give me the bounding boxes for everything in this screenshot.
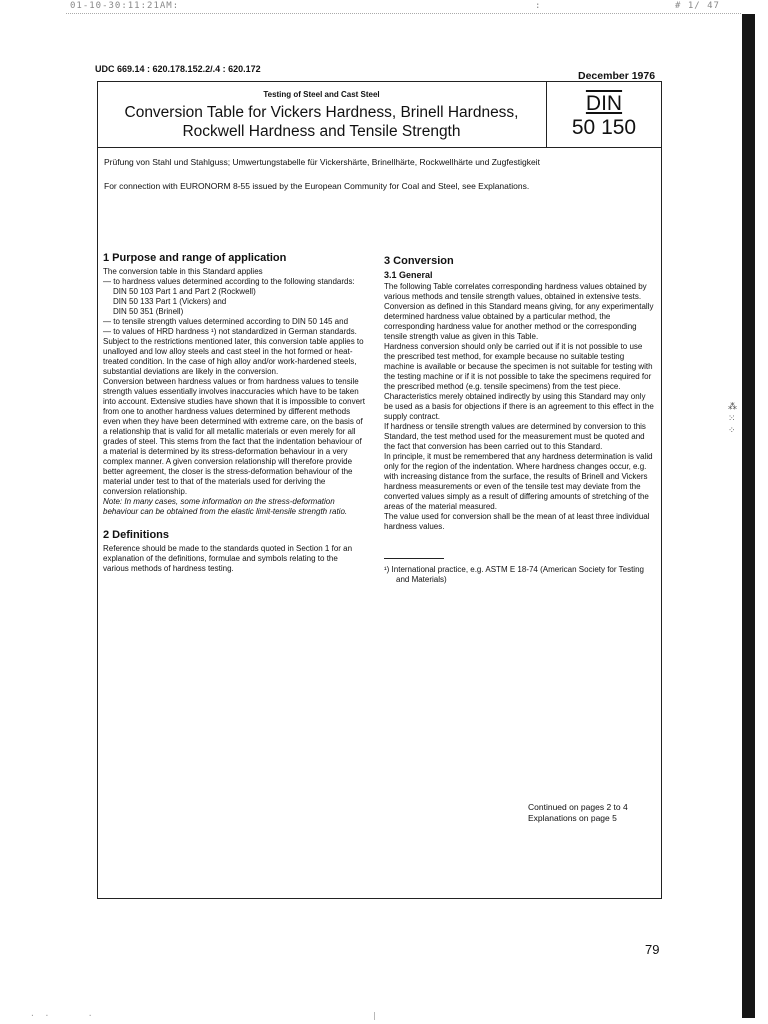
section-2-heading: 2 Definitions [103, 529, 170, 541]
publication-date: December 1976 [578, 70, 656, 82]
section-3-paragraph-3: Hardness conversion should only be carried out if it is not possible to use the prescribed test method, for example because no suitable testing machine is available or because the specimen is not suitable for testing with the testing machine or if it is not possible to take the specimens required for the prescribed method (e.g. tensile specimens) from the test piece. [384, 342, 653, 391]
fax-header-rule [66, 13, 741, 14]
title-line-2: Rockwell Hardness and Tensile Strength [182, 123, 461, 140]
continued-pages: Continued on pages 2 to 4 [528, 802, 628, 812]
fax-separator: : [535, 1, 542, 11]
bullet-hardness-standards: — to hardness values determined according to the following standards: [103, 277, 355, 286]
section-3-paragraph-7: The value used for conversion shall be the mean of at least three individual hardness values. [384, 512, 650, 531]
title-line-1: Conversion Table for Vickers Hardness, Brinell Hardness, [124, 104, 519, 121]
footnote: ¹) International practice, e.g. ASTM E 18-74 (American Society for Testing and Materials) [384, 565, 644, 584]
section-3-paragraph-6: In principle, it must be remembered that any hardness determination is valid only for the region of the indentation. Where hardness changes occur, e.g. with increasing distance from the surface, the results of Brinell and Vickers hardness measurements or even of the tensile test may deviate from the converted values simply as a result of differing amounts of stretching of the areas of the material measured. [384, 452, 653, 511]
section-1-paragraph-2: Conversion between hardness values or from hardness values to tensile strength values essentially involves inaccuracies which have to be taken into account. Extensive studies have shown that it is impossible to convert from one to another hardness values determined by different methods even when they have been determined with extreme care, on the basis of a relationship that is valid for all metallic materials or even merely for all grades of steel. This stems from the fact that the indentation behaviour of a material is determined by its stress-deformation behaviour in a very complex manner. A given conversion relationship will therefore provide better agreement, the closer is the stress-deformation behaviour of the material under test to that of the materials used for deriving the conversion relationship. [103, 377, 365, 496]
fax-page-counter: # 1/ 47 [675, 1, 720, 11]
section-2-paragraph: Reference should be made to the standards quoted in Section 1 for an explanation of the definitions, formulae and symbols relating to the various methods of hardness testing. [103, 544, 353, 573]
section-3-paragraph-2: Conversion as defined in this Standard means giving, for any experimentally determined hardness value obtained by a particular method, the corresponding hardness value for another method or the corresponding tensile strength value as given in this Table. [384, 302, 654, 341]
title-box-divider [546, 81, 547, 148]
euronorm-note: For connection with EURONORM 8-55 issued by the European Community for Coal and Steel, see Explanations. [104, 181, 530, 191]
bullet-tensile: — to tensile strength values determined according to DIN 50 145 and [103, 317, 349, 326]
fax-timestamp: 01-10-30:11:21AM: [70, 1, 180, 11]
scan-edge-shadow [742, 14, 755, 1018]
explanations-page: Explanations on page 5 [528, 813, 617, 823]
din-standard-block [548, 92, 660, 140]
continuation-note [528, 802, 628, 824]
right-column [384, 255, 654, 585]
section-1-note: Note: In many cases, some information on the stress-deformation behaviour can be obtained from the elastic limit-tensile strength ratio. [103, 497, 348, 516]
page-number: 79 [645, 942, 660, 957]
scan-noise-footer: · · · | [30, 1011, 377, 1020]
standard-brinell: DIN 50 351 (Brinell) [113, 307, 184, 316]
left-column [103, 252, 365, 574]
german-title: Prüfung von Stahl und Stahlguss; Umwertungstabelle für Vickershärte, Brinellhärte, Rockwellhärte und Zugfestigkeit [104, 157, 540, 167]
section-3-paragraph-1: The following Table correlates corresponding hardness values obtained by various methods and tensile strength values, obtained in extensive tests. [384, 282, 647, 301]
standard-rockwell: DIN 50 103 Part 1 and Part 2 (Rockwell) [113, 287, 256, 296]
scan-specks: ⁂ ⁙ ⁘ [728, 401, 737, 435]
standard-vickers: DIN 50 133 Part 1 (Vickers) and [113, 297, 227, 306]
section-1-intro: The conversion table in this Standard applies [103, 267, 263, 276]
document-title [97, 103, 546, 141]
din-label: DIN [585, 92, 623, 115]
din-number: 50 150 [571, 116, 637, 139]
section-3-paragraph-5: If hardness or tensile strength values are determined by conversion to this Standard, the test method used for the measurement must be quoted and the fact that conversion has been carried out to this Standard. [384, 422, 646, 451]
section-1-heading: 1 Purpose and range of application [103, 252, 287, 264]
section-1-paragraph-1: Subject to the restrictions mentioned later, this conversion table applies to unalloyed and low alloy steels and cast steel in the hot formed or heat-treated condition. In the case of high alloy and/or work-hardened steels, substantial deviations are likely in the conversion. [103, 337, 364, 376]
document-subtitle: Testing of Steel and Cast Steel [263, 90, 380, 99]
udc-classification: UDC 669.14 : 620.178.152.2/.4 : 620.172 [95, 64, 261, 74]
section-3-heading: 3 Conversion [384, 255, 454, 267]
bullet-hrd: — to values of HRD hardness ¹) not standardized in German standards. [103, 327, 357, 336]
section-3-paragraph-4: Characteristics merely obtained indirectly by using this Standard may only be used as a basis for objections if there is an agreement to this effect in the supply contract. [384, 392, 654, 421]
section-3-1-heading: 3.1 General [384, 270, 433, 280]
footnote-rule [384, 558, 444, 559]
